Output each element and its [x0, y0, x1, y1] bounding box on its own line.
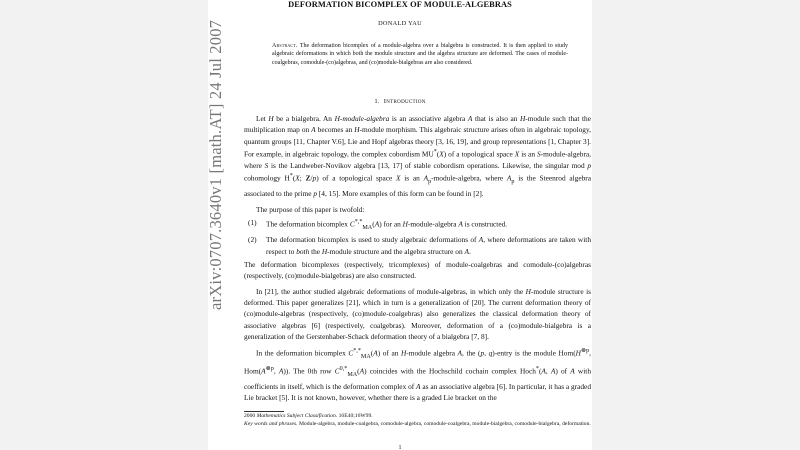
list-item: (1) The deformation bicomplex $C^{*,*}_{MA}(A)$ for an H-module-algebra A is constructed. [248, 218, 508, 231]
footnote [244, 413, 591, 428]
footnote-rule [244, 411, 284, 412]
keywords: Key words and phrases. Module-algebra, module-coalgebra, comodule-algebra, comodule-coalgebra, module-bialgebra, comodule-bialgebra, deformation. [244, 420, 591, 427]
arxiv-identifier: arXiv:0707.3640v1 [math.AT] 24 Jul 2007 [206, 19, 225, 310]
abstract [272, 42, 568, 67]
paragraph-2: The purpose of this paper is twofold: [256, 204, 365, 214]
subject-classification: 2000 Mathematics Subject Classification. 16E40;16W99. [244, 413, 373, 419]
section-number: 1. [374, 98, 380, 105]
paragraph-5: In the deformation bicomplex $C^{*,*}_{MA}(A)$ of an H-module algebra A, the (p, q)-entry is the module $Hom(H^{\otimes p}$, $Hom(A^{\otimes p}$, A)). The 0th row $C^{0,*}_{MA}(A)$ coincides with the Hochschild cochain complex Hoch*(A, A) of A with coefficients in itself, which is the deformation complex of A as an associative algebra [6]. In particular, it has a graded Lie bracket [5]. It is not known, however, whether there is a graded Lie bracket on the [244, 348, 591, 403]
paragraph-3: The deformation bicomplexes (respectively, tricomplexes) of module-coalgebras and comodule-(co)algebras (respectively, (co)module-bialgebras) are also constructed. [244, 260, 591, 281]
paper-page [208, 0, 592, 450]
left-background [0, 0, 208, 450]
author-name: DONALD YAU [378, 20, 422, 27]
abstract-text: The deformation bicomplex of a module-algebra over a bialgebra is constructed. It is then applied to study algebraic deformations in which both the module structure and the algebra structure are deformed. The cases of module-coalgebras, comodule-(co)algebras, and (co)module-bialgebras are also considered. [272, 43, 568, 66]
abstract-label: Abstract. [272, 43, 298, 49]
section-heading [208, 98, 592, 105]
paragraph-1: Let H be a bialgebra. An H-module-algebra is an associative algebra A that is also an H-module such that the multiplication map on A becomes an H-module morphism. This algebraic structure arises often in algebraic topology, quantum groups [11, Chapter V.6], Lie and Hopf algebras theory [3, 16, 19], and group representations [1, Chapter 3]. For example, in algebraic topology, the complex cobordism MU*(X) of a topological space X is an S-module-algebra, where S is the Landweber-Novikov algebra [13, 17] of stable cobordism operations. Likewise, the singular mod p cohomology H*(X; Z/p) of a topological space X is an $A_p-module$-algebra, where $A_p$ is the Steenrod algebra associated to the prime p [4, 15]. More examples of this form can be found in [2]. [244, 114, 591, 199]
purpose-list [244, 217, 591, 257]
paper-title: DEFORMATION BICOMPLEX OF MODULE-ALGEBRAS [288, 0, 512, 9]
list-item: (2) The deformation bicomplex is used to study algebraic deformations of A, where deformations are taken with respect to both the H-module structure and the algebra structure on A. [248, 235, 591, 256]
body-text [244, 113, 591, 404]
right-background [592, 0, 800, 450]
paragraph-4: In [21], the author studied algebraic deformations of module-algebras, in which only the H-module structure is deformed. This paper generalizes [21], which in turn is a generalization of [20]. The current deformation theory of (co)module-algebras (respectively, (co)module-coalgebras) also generalizes the classical deformation theory of associative algebras [6] (respectively, coalgebras). Moreover, deformation of a (co)module-bialgebra is a generalization of the Gerstenhaber-Schack deformation theory of a bialgebra [7, 8]. [244, 286, 591, 342]
page-number: 1 [398, 445, 402, 450]
section-title: Introduction [383, 98, 426, 105]
